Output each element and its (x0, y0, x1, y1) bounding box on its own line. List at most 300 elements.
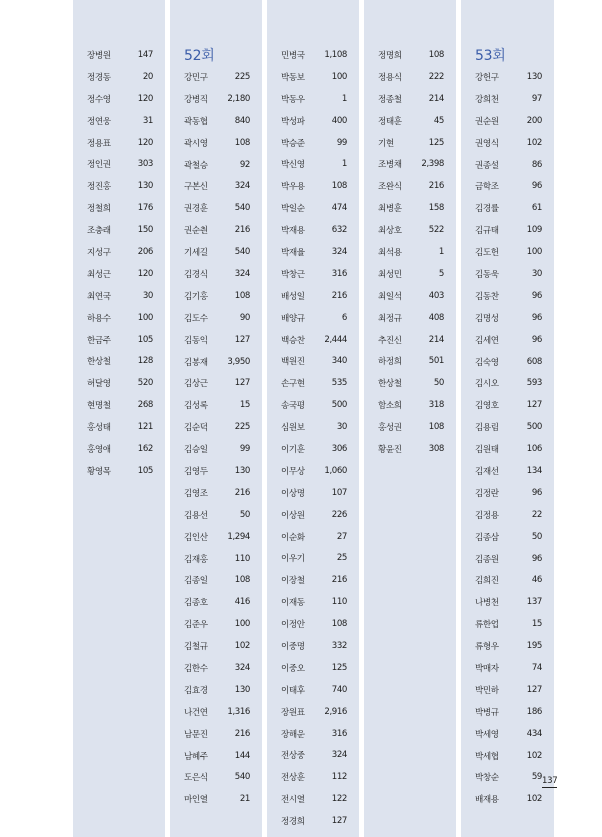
donor-count: 122 (331, 794, 347, 805)
donor-name: 박병규 (475, 707, 499, 718)
donor-count: 20 (142, 71, 153, 82)
donor-count: 540 (234, 247, 250, 258)
donor-name: 정종철 (378, 94, 402, 105)
donor-count: 144 (234, 750, 250, 761)
list-item (281, 482, 347, 504)
donor-count: 108 (331, 181, 347, 192)
donor-count: 150 (137, 225, 153, 236)
donor-count: 158 (428, 203, 444, 214)
donor-name: 이우기 (281, 554, 305, 565)
list-item (475, 88, 542, 110)
list-item (281, 110, 347, 132)
donor-count: 416 (234, 597, 250, 608)
list-item (184, 591, 250, 613)
list-item (378, 110, 444, 132)
list-item (87, 460, 153, 482)
list-item (87, 110, 153, 132)
donor-count: 195 (526, 641, 542, 652)
donor-count: 50 (531, 531, 542, 542)
list-item (184, 394, 250, 416)
list-item (87, 153, 153, 175)
list-item (475, 307, 542, 329)
donor-count: 632 (331, 225, 347, 236)
donor-count: 30 (336, 422, 347, 433)
donor-count: 520 (137, 378, 153, 389)
list-item (475, 460, 542, 482)
donor-name: 도은식 (184, 773, 208, 784)
donor-count: 186 (526, 706, 542, 717)
list-item (87, 219, 153, 241)
list-item (475, 723, 542, 745)
list-item (184, 329, 250, 351)
list-item (87, 307, 153, 329)
donor-count: 46 (531, 575, 542, 586)
donor-count: 127 (331, 816, 347, 827)
donor-name: 김동욱 (475, 269, 499, 280)
donor-name: 강헌구 (475, 72, 499, 83)
list-item (184, 438, 250, 460)
donor-count: 128 (137, 356, 153, 367)
list-item (281, 766, 347, 788)
list-item (475, 285, 542, 307)
list-item (184, 263, 250, 285)
donor-count: 2,444 (324, 334, 347, 345)
donor-name: 박우용 (281, 182, 305, 193)
list-item (475, 679, 542, 701)
donor-name: 김규태 (475, 226, 499, 237)
list-item (475, 132, 542, 154)
donor-name: 박일순 (281, 204, 305, 215)
donor-count: 102 (526, 794, 542, 805)
donor-name: 조병채 (378, 160, 402, 171)
donor-name: 배성일 (281, 291, 305, 302)
donor-count: 216 (234, 225, 250, 236)
list-item (378, 329, 444, 351)
list-item (87, 132, 153, 154)
donor-count: 109 (526, 225, 542, 236)
donor-name: 백승찬 (281, 335, 305, 346)
list-item (184, 613, 250, 635)
donor-name: 허달영 (87, 379, 111, 390)
list-item (475, 372, 542, 394)
donor-count: 2,398 (421, 159, 444, 170)
donor-name: 이재동 (281, 598, 305, 609)
donor-name: 강병직 (184, 94, 208, 105)
list-item (184, 66, 250, 88)
donor-count: 324 (331, 246, 347, 257)
donor-name: 하정희 (378, 357, 402, 368)
donor-count: 50 (239, 509, 250, 520)
donor-name: 박민하 (475, 685, 499, 696)
donor-name: 김기홍 (184, 291, 208, 302)
donor-name: 함소희 (378, 401, 402, 412)
donor-name: 이상원 (281, 510, 305, 521)
donor-name: 박재율 (281, 247, 305, 258)
donor-name: 손구현 (281, 379, 305, 390)
donor-count: 110 (234, 553, 250, 564)
donor-name: 한금주 (87, 335, 111, 346)
donor-count: 96 (531, 487, 542, 498)
donor-name: 정용표 (87, 138, 111, 149)
list-item (87, 241, 153, 263)
donor-name: 황윤진 (378, 444, 402, 455)
donor-name: 김경식 (184, 269, 208, 280)
donor-name: 민병국 (281, 50, 305, 61)
donor-name: 조완식 (378, 182, 402, 193)
list-item (184, 307, 250, 329)
list-item (475, 416, 542, 438)
list-item (378, 44, 444, 66)
list-item (184, 460, 250, 482)
donor-count: 130 (526, 71, 542, 82)
donor-count: 130 (234, 684, 250, 695)
list-item (281, 416, 347, 438)
list-item (378, 132, 444, 154)
donor-name: 정연웅 (87, 116, 111, 127)
donor-count: 100 (331, 71, 347, 82)
donor-count: 22 (531, 509, 542, 520)
donor-name: 이상명 (281, 488, 305, 499)
donor-count: 30 (531, 268, 542, 279)
donor-count: 3,950 (227, 356, 250, 367)
donor-name: 배재용 (475, 795, 499, 806)
list-item (475, 788, 542, 810)
list-item (184, 482, 250, 504)
donor-count: 120 (137, 137, 153, 148)
list-item (475, 329, 542, 351)
donor-count: 105 (137, 465, 153, 476)
donor-count: 96 (531, 290, 542, 301)
donor-name: 권순춴 (184, 226, 208, 237)
list-item (184, 701, 250, 723)
list-item (475, 263, 542, 285)
donor-name: 배양규 (281, 313, 305, 324)
donor-count: 214 (428, 93, 444, 104)
list-item (378, 197, 444, 219)
list-item (87, 88, 153, 110)
donor-count: 31 (142, 115, 153, 126)
donor-count: 1 (341, 93, 347, 104)
donor-count: 500 (331, 400, 347, 411)
donor-name: 강민구 (184, 72, 208, 83)
donor-count: 303 (137, 159, 153, 170)
list-item (87, 394, 153, 416)
donor-name: 이무상 (281, 466, 305, 477)
donor-name: 하용수 (87, 313, 111, 324)
donor-column-4 (364, 0, 456, 837)
donor-count: 127 (234, 378, 250, 389)
donor-count: 100 (526, 247, 542, 258)
donor-count: 332 (331, 640, 347, 651)
donor-count: 1,108 (324, 49, 347, 60)
list-item (87, 329, 153, 351)
donor-count: 97 (531, 93, 542, 104)
donor-count: 99 (336, 137, 347, 148)
list-item (378, 394, 444, 416)
donor-name: 최정규 (378, 313, 402, 324)
donor-count: 200 (526, 115, 542, 126)
list-item (475, 110, 542, 132)
donor-name: 김영두 (184, 466, 208, 477)
list-item (281, 307, 347, 329)
list-item (281, 175, 347, 197)
donor-count: 2,180 (227, 93, 250, 104)
list-item (184, 219, 250, 241)
donor-name: 전상훈 (281, 773, 305, 784)
list-item (475, 482, 542, 504)
donor-count: 1,294 (227, 531, 250, 542)
donor-name: 김도수 (184, 313, 208, 324)
list-item (87, 263, 153, 285)
donor-count: 130 (234, 465, 250, 476)
donor-count: 162 (137, 443, 153, 454)
list-item (475, 548, 542, 570)
donor-count: 100 (234, 619, 250, 630)
donor-name: 홍영애 (87, 444, 111, 455)
list-item (281, 197, 347, 219)
list-item (184, 526, 250, 548)
donor-count: 316 (331, 728, 347, 739)
donor-name: 마인열 (184, 795, 208, 806)
list-item (475, 351, 542, 373)
donor-name: 김재선 (475, 466, 499, 477)
donor-name: 곽동협 (184, 116, 208, 127)
donor-count: 225 (234, 71, 250, 82)
donor-count: 102 (234, 641, 250, 652)
list-item (281, 504, 347, 526)
list-item (378, 241, 444, 263)
donor-name: 김한수 (184, 663, 208, 674)
list-item (87, 44, 153, 66)
donor-name: 김승일 (184, 445, 208, 456)
donor-count: 125 (428, 137, 444, 148)
donor-count: 96 (531, 312, 542, 323)
donor-name: 박매자 (475, 663, 499, 674)
list-item (281, 547, 347, 569)
donor-count: 206 (137, 246, 153, 257)
donor-name: 한상철 (87, 357, 111, 368)
donor-name: 곽철승 (184, 160, 208, 171)
list-item (281, 657, 347, 679)
list-item (87, 197, 153, 219)
donor-name: 이장철 (281, 576, 305, 587)
donor-name: 김영조 (184, 488, 208, 499)
list-item (281, 350, 347, 372)
list-item (475, 591, 542, 613)
donor-count: 400 (331, 115, 347, 126)
donor-name: 남문진 (184, 729, 208, 740)
list-item (281, 635, 347, 657)
donor-name: 전상중 (281, 751, 305, 762)
list-item (281, 88, 347, 110)
donor-name: 박창순 (475, 773, 499, 784)
list-item (281, 132, 347, 154)
donor-name: 장해운 (281, 729, 305, 740)
donor-count: 127 (526, 400, 542, 411)
donor-name: 김준우 (184, 620, 208, 631)
donor-count: 120 (137, 268, 153, 279)
donor-count: 108 (234, 137, 250, 148)
donor-count: 226 (331, 509, 347, 520)
donor-column-1 (73, 0, 165, 837)
list-item (184, 548, 250, 570)
donor-name: 김도헌 (475, 248, 499, 259)
donor-count: 306 (331, 443, 347, 454)
donor-count: 5 (438, 268, 444, 279)
list-item (87, 438, 153, 460)
list-item (475, 635, 542, 657)
list-item (475, 657, 542, 679)
donor-count: 324 (234, 181, 250, 192)
donor-name: 이태후 (281, 685, 305, 696)
donor-name: 정수영 (87, 94, 111, 105)
donor-count: 45 (433, 115, 444, 126)
donor-name: 박신영 (281, 160, 305, 171)
list-item (87, 372, 153, 394)
donor-count: 90 (239, 312, 250, 323)
list-item (475, 197, 542, 219)
donor-count: 225 (234, 422, 250, 433)
donor-name: 김명성 (475, 313, 499, 324)
donor-name: 조충래 (87, 226, 111, 237)
donor-count: 61 (531, 203, 542, 214)
donor-name: 지성구 (87, 247, 111, 258)
donor-count: 125 (331, 662, 347, 673)
donor-name: 김성록 (184, 401, 208, 412)
donor-count: 25 (336, 553, 347, 564)
list-item (281, 44, 347, 66)
list-item (281, 810, 347, 832)
donor-count: 324 (331, 750, 347, 761)
list-item (281, 591, 347, 613)
donor-count: 15 (531, 619, 542, 630)
donor-name: 정경동 (87, 72, 111, 83)
page-number: 137 (542, 776, 558, 786)
donor-count: 324 (234, 662, 250, 673)
donor-count: 30 (142, 290, 153, 301)
donor-count: 86 (531, 159, 542, 170)
donor-count: 222 (428, 71, 444, 82)
donor-count: 308 (428, 443, 444, 454)
donor-name: 김철규 (184, 642, 208, 653)
list-item (281, 745, 347, 767)
list-item (475, 154, 542, 176)
list-item (281, 679, 347, 701)
donor-name: 이기훈 (281, 444, 305, 455)
list-item (281, 285, 347, 307)
donor-name: 이중명 (281, 641, 305, 652)
donor-column-5 (461, 0, 554, 837)
donor-count: 96 (531, 553, 542, 564)
list-item (475, 569, 542, 591)
donor-name: 정인권 (87, 160, 111, 171)
donor-count: 324 (234, 268, 250, 279)
list-item (475, 526, 542, 548)
donor-count: 434 (526, 728, 542, 739)
list-item (281, 241, 347, 263)
list-item (184, 285, 250, 307)
donor-count: 740 (331, 684, 347, 695)
donor-count: 108 (428, 49, 444, 60)
list-item (475, 175, 542, 197)
donor-count: 96 (531, 334, 542, 345)
donor-count: 540 (234, 772, 250, 783)
list-item (281, 460, 347, 482)
list-item (281, 569, 347, 591)
list-item (475, 66, 542, 88)
donor-count: 318 (428, 400, 444, 411)
list-item (475, 394, 542, 416)
donor-name: 최상호 (378, 226, 402, 237)
list-item (475, 438, 542, 460)
donor-name: 곽시영 (184, 138, 208, 149)
donor-count: 59 (531, 772, 542, 783)
donor-name: 정명희 (378, 50, 402, 61)
donor-count: 100 (137, 312, 153, 323)
donor-count: 500 (526, 422, 542, 433)
donor-count: 110 (331, 597, 347, 608)
list-item (475, 701, 542, 723)
donor-count: 102 (526, 137, 542, 148)
list-item (281, 438, 347, 460)
donor-name: 박재용 (281, 226, 305, 237)
list-item (378, 285, 444, 307)
donor-name: 김영호 (475, 401, 499, 412)
donor-name: 박세협 (475, 751, 499, 762)
donor-name: 최연국 (87, 291, 111, 302)
list-item (475, 241, 542, 263)
list-item (281, 613, 347, 635)
list-item (184, 788, 250, 810)
donor-name: 김봉재 (184, 357, 208, 368)
list-item (87, 350, 153, 372)
list-item (281, 788, 347, 810)
donor-name: 박승준 (281, 138, 305, 149)
donor-count: 268 (137, 400, 153, 411)
donor-list (378, 44, 444, 460)
donor-name: 김세연 (475, 335, 499, 346)
donor-column-2 (170, 0, 262, 837)
donor-name: 한상철 (378, 379, 402, 390)
donor-count: 92 (239, 159, 250, 170)
donor-name: 전시열 (281, 795, 305, 806)
donor-name: 기현 (378, 138, 394, 149)
donor-list (475, 66, 542, 810)
donor-name: 기세길 (184, 248, 208, 259)
donor-name: 박동보 (281, 72, 305, 83)
list-item (87, 416, 153, 438)
donor-count: 112 (331, 772, 347, 783)
donor-count: 522 (428, 225, 444, 236)
list-item (281, 723, 347, 745)
donor-name: 김상근 (184, 379, 208, 390)
donor-count: 403 (428, 290, 444, 301)
donor-name: 나병천 (475, 598, 499, 609)
donor-count: 216 (234, 487, 250, 498)
donor-count: 127 (234, 334, 250, 345)
donor-count: 74 (531, 662, 542, 673)
list-item (281, 701, 347, 723)
donor-name: 김종원 (475, 554, 499, 565)
list-item (184, 197, 250, 219)
donor-list (87, 44, 153, 482)
donor-name: 최성민 (378, 269, 402, 280)
donor-count: 501 (428, 356, 444, 367)
donor-name: 정태훈 (378, 116, 402, 127)
list-item (378, 372, 444, 394)
list-item (378, 66, 444, 88)
donor-name: 최일석 (378, 291, 402, 302)
